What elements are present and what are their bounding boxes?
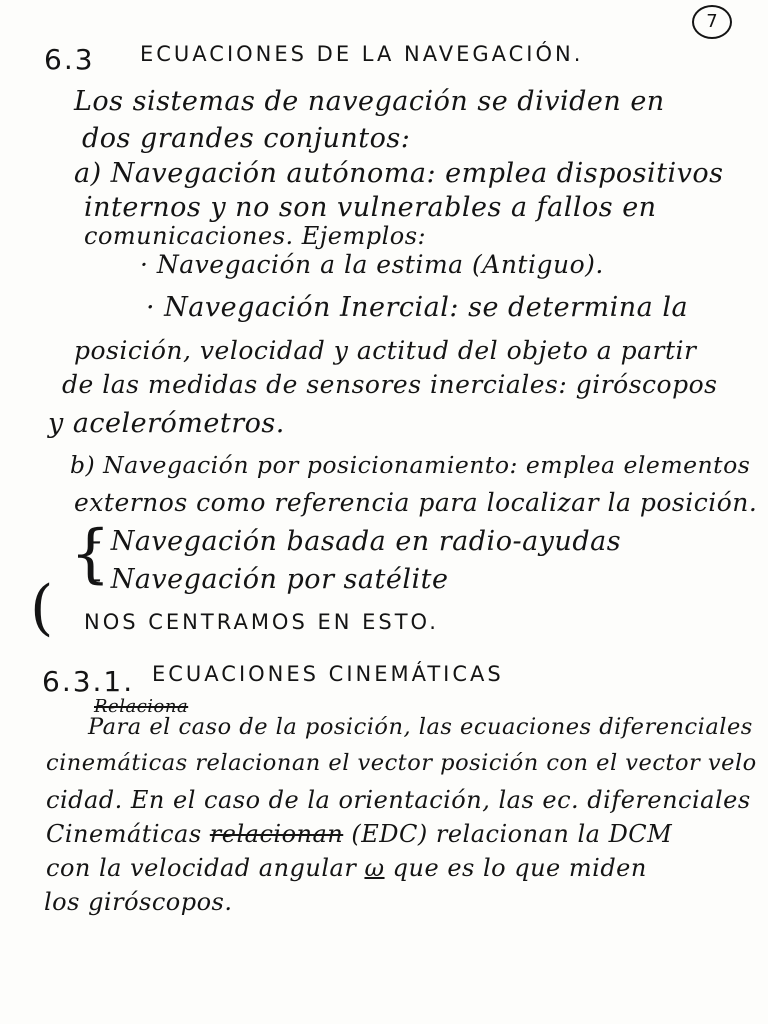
struck-word: Relaciona bbox=[94, 696, 189, 717]
text-line: de las medidas de sensores inerciales: giróscopos bbox=[62, 370, 718, 399]
subsection-title: ECUACIONES CINEMÁTICAS bbox=[152, 662, 504, 686]
text-line: comunicaciones. Ejemplos: bbox=[84, 222, 427, 250]
left-paren: ( bbox=[30, 573, 54, 643]
text-line: - Navegación por satélite bbox=[92, 564, 449, 595]
page-number: 7 bbox=[692, 5, 732, 39]
text-line: - Navegación basada en radio-ayudas bbox=[92, 526, 622, 557]
section-title: ECUACIONES DE LA NAVEGACIÓN. bbox=[140, 42, 584, 66]
paragraph-line: los giróscopos. bbox=[44, 888, 233, 916]
paragraph-word: con la velocidad angular bbox=[46, 854, 357, 882]
text-line: externos como referencia para localizar la posición. bbox=[74, 488, 758, 517]
paragraph-line: Para el caso de la posición, las ecuaciones diferenciales bbox=[88, 714, 753, 740]
text-line: a) Navegación autónoma: emplea dispositivos bbox=[74, 158, 724, 189]
paragraph-word: Cinemáticas bbox=[46, 820, 202, 848]
subsection-number: 6.3.1. bbox=[42, 665, 135, 698]
paragraph-line: cinemáticas relacionan el vector posición con el vector velo bbox=[46, 750, 757, 776]
text-line: · Navegación a la estima (Antiguo). bbox=[140, 250, 604, 279]
paragraph-word: (EDC) relacionan la DCM bbox=[351, 820, 673, 848]
paragraph-line-wrapper bbox=[46, 822, 672, 846]
left-brace: { bbox=[70, 517, 111, 591]
text-line: posición, velocidad y actitud del objeto a partir bbox=[74, 336, 697, 365]
text-line: b) Navegación por posicionamiento: emplea elementos bbox=[70, 451, 751, 479]
text-line: dos grandes conjuntos: bbox=[82, 123, 411, 154]
paragraph-word: que es lo que miden bbox=[392, 854, 647, 882]
struck-word: relacionan bbox=[209, 820, 344, 848]
text-line: internos y no son vulnerables a fallos en bbox=[84, 192, 657, 223]
paragraph-line: cidad. En el caso de la orientación, las ec. diferenciales bbox=[46, 786, 751, 814]
omega-symbol: ω bbox=[364, 854, 385, 882]
text-line: · Navegación Inercial: se determina la bbox=[146, 292, 689, 323]
text-line: y acelerómetros. bbox=[48, 408, 285, 439]
text-line: NOS CENTRAMOS EN ESTO. bbox=[84, 610, 439, 634]
section-number: 6.3 bbox=[44, 43, 95, 76]
paragraph-line-wrapper bbox=[46, 856, 647, 880]
text-line: Los sistemas de navegación se dividen en bbox=[74, 86, 665, 117]
